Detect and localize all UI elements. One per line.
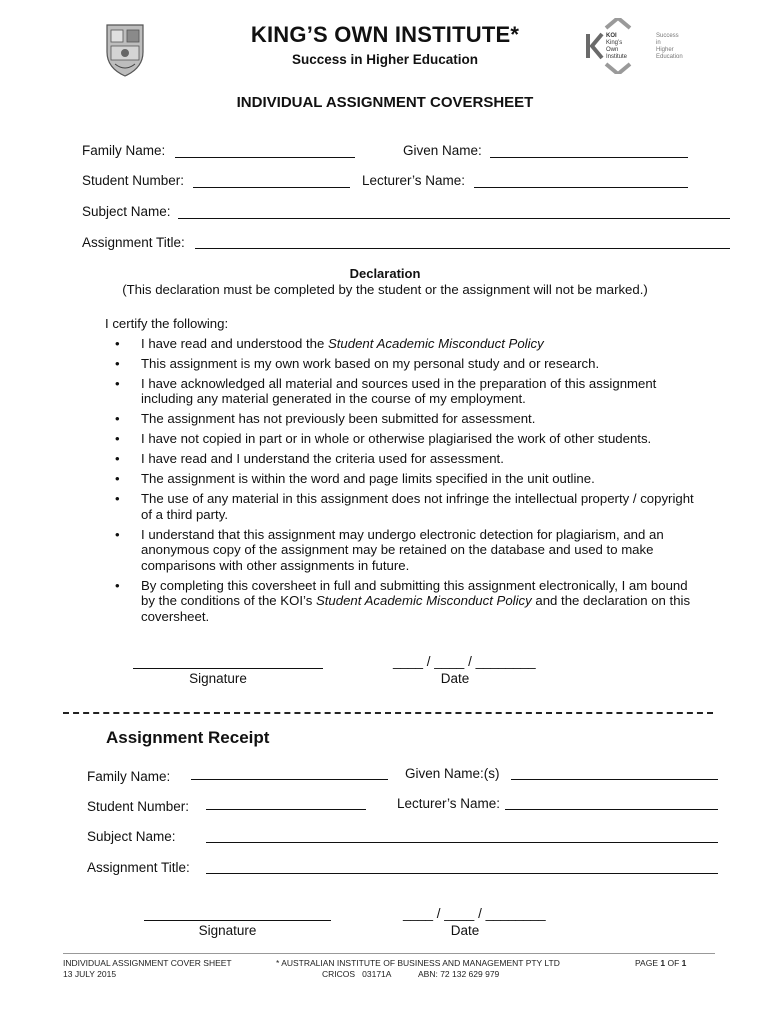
- receipt-given-name-field[interactable]: [511, 779, 718, 780]
- declaration-item: [105, 336, 705, 352]
- tear-line: [63, 712, 713, 714]
- declaration-item-text: I have read and I understand the criteria used for assessment.: [141, 451, 504, 466]
- koi-logo-icon: [580, 18, 690, 74]
- declaration-item: [105, 471, 705, 487]
- receipt-family-name-label: Family Name:: [87, 769, 171, 784]
- receipt-assignment-title-label: Assignment Title:: [87, 860, 190, 875]
- declaration-heading: Declaration: [349, 266, 421, 281]
- policy-name: Student Academic Misconduct Policy: [327, 335, 544, 351]
- declaration-signature-field[interactable]: [133, 668, 323, 669]
- logo-koi-text: Own: [606, 47, 619, 53]
- logo-koi-text: KOI: [606, 33, 617, 39]
- bullet-icon: •: [115, 431, 120, 446]
- declaration-item-text: The use of any material in this assignment does not infringe the intellectual property / copyright of a third party.: [141, 491, 694, 522]
- receipt-subject-name-field[interactable]: [206, 842, 718, 843]
- declaration-signature-label: Signature: [189, 671, 247, 686]
- declaration-list: [105, 316, 705, 629]
- receipt-assignment-title-field[interactable]: [206, 873, 718, 874]
- declaration-item-text: I have not copied in part or in whole or otherwise plagiarised the work of other students.: [141, 431, 652, 446]
- declaration-item: [105, 356, 705, 372]
- footer-page-total: 1: [681, 958, 687, 968]
- footer-page-current: 1: [660, 958, 666, 968]
- given-name-label: Given Name:: [403, 143, 482, 158]
- logo-tagline-text: in: [656, 40, 661, 46]
- declaration-item: [105, 431, 705, 447]
- bullet-icon: •: [115, 577, 120, 593]
- footer-page-number: [635, 958, 686, 968]
- declaration-intro: I certify the following:: [105, 316, 229, 331]
- receipt-lecturer-name-field[interactable]: [505, 809, 718, 810]
- bullet-icon: •: [115, 451, 120, 466]
- lecturer-name-label: Lecturer’s Name:: [362, 173, 466, 188]
- bullet-icon: •: [115, 526, 120, 542]
- declaration-item-text: By completing this coversheet in full and submitting this assignment electronically, I am bound by the conditions of the KOI’s: [141, 577, 688, 608]
- policy-name: Student Academic Misconduct Policy: [315, 593, 532, 608]
- receipt-heading: Assignment Receipt: [106, 728, 270, 747]
- declaration-item-text: I understand that this assignment may undergo electronic detection for plagiarism, and an anonymous copy of the assignment may be retained on the database and used to make comparisons with other assignments in future.: [141, 526, 664, 573]
- lecturer-name-field[interactable]: [474, 187, 688, 188]
- declaration-item: [105, 451, 705, 467]
- logo-tagline-text: Education: [656, 54, 683, 60]
- bullet-icon: •: [115, 335, 120, 351]
- declaration-item-text: The assignment has not previously been submitted for assessment.: [141, 411, 536, 426]
- bullet-icon: •: [115, 491, 120, 506]
- receipt-student-number-label: Student Number:: [87, 799, 190, 814]
- institute-subtitle: Success in Higher Education: [291, 52, 479, 67]
- declaration-item: [105, 411, 705, 427]
- logo-tagline-text: Success: [656, 33, 679, 39]
- family-name-field[interactable]: [175, 157, 355, 158]
- receipt-given-name-label: Given Name:(s): [405, 766, 500, 781]
- receipt-signature-label: Signature: [198, 923, 257, 938]
- subject-name-label: Subject Name:: [82, 204, 171, 219]
- declaration-item-text: I have acknowledged all material and sources used in the preparation of this assignment including any material generated in the course of my employment.: [141, 375, 657, 406]
- declaration-item-text: I have read and understood the: [141, 335, 328, 351]
- declaration-item: [105, 491, 705, 522]
- footer-cricos: CRICOS 03171A: [322, 969, 392, 979]
- receipt-date-field[interactable]: ____ / ____ / ________: [403, 906, 546, 921]
- declaration-item: [105, 578, 705, 625]
- subject-name-field[interactable]: [178, 218, 730, 219]
- receipt-signature-field[interactable]: [144, 920, 331, 921]
- given-name-field[interactable]: [490, 157, 688, 158]
- receipt-subject-name-label: Subject Name:: [87, 829, 176, 844]
- institute-crest-icon: [103, 22, 147, 78]
- declaration-item: [105, 376, 705, 407]
- declaration-date-field[interactable]: ____ / ____ / ________: [393, 654, 536, 669]
- declaration-item-text: and the declaration on this coversheet.: [141, 593, 691, 624]
- declaration-item-text: This assignment is my own work based on my personal study and or research.: [141, 355, 600, 371]
- receipt-student-number-field[interactable]: [206, 809, 366, 810]
- footer-org: * AUSTRALIAN INSTITUTE OF BUSINESS AND MANAGEMENT PTY LTD: [276, 958, 560, 968]
- logo-koi-text: Institute: [606, 54, 628, 60]
- logo-koi-text: King’s: [606, 40, 623, 46]
- declaration-note: (This declaration must be completed by the student or the assignment will not be marked.): [122, 282, 648, 297]
- student-number-field[interactable]: [193, 187, 350, 188]
- footer-doc-name: INDIVIDUAL ASSIGNMENT COVER SHEET: [63, 958, 232, 968]
- logo-tagline-text: Higher: [656, 47, 674, 53]
- receipt-lecturer-name-label: Lecturer’s Name:: [397, 796, 501, 811]
- bullet-icon: •: [115, 411, 120, 426]
- receipt-family-name-field[interactable]: [191, 779, 388, 780]
- assignment-title-field[interactable]: [195, 248, 730, 249]
- bullet-icon: •: [115, 471, 120, 486]
- footer-page-prefix: PAGE: [635, 958, 661, 968]
- assignment-title-label: Assignment Title:: [82, 235, 185, 250]
- bullet-icon: •: [115, 355, 120, 371]
- declaration-item: [105, 527, 705, 574]
- institute-title: KING’S OWN INSTITUTE*: [250, 22, 520, 47]
- student-number-label: Student Number:: [82, 173, 185, 188]
- footer-page-mid: OF: [665, 958, 682, 968]
- form-title: INDIVIDUAL ASSIGNMENT COVERSHEET: [236, 94, 534, 111]
- footer-date: 13 JULY 2015: [63, 969, 117, 979]
- bullet-icon: •: [115, 375, 120, 391]
- declaration-items: [105, 336, 705, 625]
- declaration-date-label: Date: [440, 671, 470, 686]
- footer-abn: ABN: 72 132 629 979: [418, 969, 500, 979]
- footer-divider: [63, 953, 715, 954]
- receipt-date-label: Date: [450, 923, 480, 938]
- declaration-item-text: The assignment is within the word and page limits specified in the unit outline.: [141, 471, 595, 486]
- family-name-label: Family Name:: [82, 143, 166, 158]
